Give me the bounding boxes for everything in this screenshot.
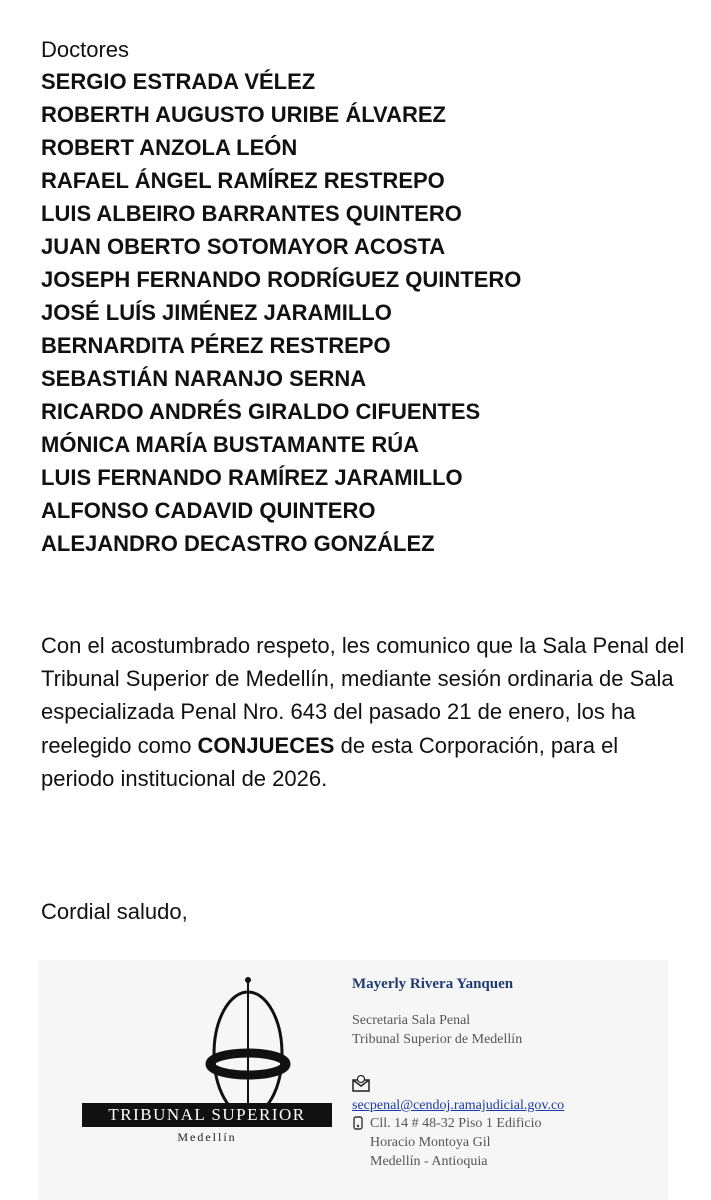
body-text-bold: CONJUECES bbox=[197, 732, 335, 758]
contact-block bbox=[352, 1075, 662, 1171]
closing: Cordial saludo, bbox=[41, 899, 188, 924]
address-lines bbox=[370, 1114, 542, 1171]
recipient-name: RAFAEL ÁNGEL RAMÍREZ RESTREPO bbox=[41, 168, 445, 193]
recipient-name: LUIS ALBEIRO BARRANTES QUINTERO bbox=[41, 201, 462, 226]
salutation: Doctores bbox=[41, 37, 130, 62]
signer-organization: Tribunal Superior de Medellín bbox=[352, 1032, 523, 1047]
letter-body bbox=[41, 629, 691, 795]
email-signature bbox=[38, 960, 668, 1200]
recipient-name: SERGIO ESTRADA VÉLEZ bbox=[41, 69, 316, 94]
email-icon bbox=[352, 1075, 370, 1093]
signer-name: Mayerly Rivera Yanquen bbox=[352, 976, 514, 992]
recipient-name: SEBASTIÁN NARANJO SERNA bbox=[41, 366, 367, 391]
recipient-name: MÓNICA MARÍA BUSTAMANTE RÚA bbox=[41, 432, 420, 457]
address-line: Medellín - Antioquia bbox=[370, 1154, 488, 1169]
body-text-end: de esta Corporación, para el periodo institucional de 2026. bbox=[41, 732, 619, 791]
logo-text: TRIBUNAL SUPERIOR bbox=[82, 1103, 332, 1127]
phone-icon bbox=[352, 1116, 364, 1130]
tribunal-logo bbox=[78, 972, 338, 1187]
address-row bbox=[352, 1114, 662, 1171]
email-row bbox=[352, 1098, 662, 1114]
email-link[interactable]: secpenal@cendoj.ramajudicial.gov.co bbox=[352, 1098, 565, 1113]
recipient-name: JOSÉ LUÍS JIMÉNEZ JARAMILLO bbox=[41, 300, 392, 325]
letter-header bbox=[41, 34, 691, 560]
recipient-name: LUIS FERNANDO RAMÍREZ JARAMILLO bbox=[41, 465, 463, 490]
recipient-name: RICARDO ANDRÉS GIRALDO CIFUENTES bbox=[41, 399, 481, 424]
body-text-start: Con el acostumbrado respeto, les comunico que la Sala Penal del Tribunal Superior de Medellín, mediante sesión ordinaria de Sala especializada Penal Nro. 643 del pasado 21 de enero, los ha reelegido como bbox=[41, 633, 685, 758]
logo-subtext: Medellín bbox=[177, 1130, 237, 1144]
recipient-name: JOSEPH FERNANDO RODRÍGUEZ QUINTERO bbox=[41, 267, 522, 292]
recipient-list bbox=[41, 65, 691, 560]
recipient-name: JUAN OBERTO SOTOMAYOR ACOSTA bbox=[41, 234, 446, 259]
signature-details bbox=[352, 976, 662, 1171]
recipient-name: BERNARDITA PÉREZ RESTREPO bbox=[41, 333, 391, 358]
recipient-name: ROBERTH AUGUSTO URIBE ÁLVAREZ bbox=[41, 102, 446, 127]
recipient-name: ROBERT ANZOLA LEÓN bbox=[41, 135, 298, 160]
address-line: Horacio Montoya Gil bbox=[370, 1135, 491, 1150]
signer-title: Secretaria Sala Penal bbox=[352, 1013, 471, 1028]
address-line: Cll. 14 # 48-32 Piso 1 Edificio bbox=[370, 1116, 542, 1131]
recipient-name: ALEJANDRO DECASTRO GONZÁLEZ bbox=[41, 531, 435, 556]
recipient-name: ALFONSO CADAVID QUINTERO bbox=[41, 498, 376, 523]
